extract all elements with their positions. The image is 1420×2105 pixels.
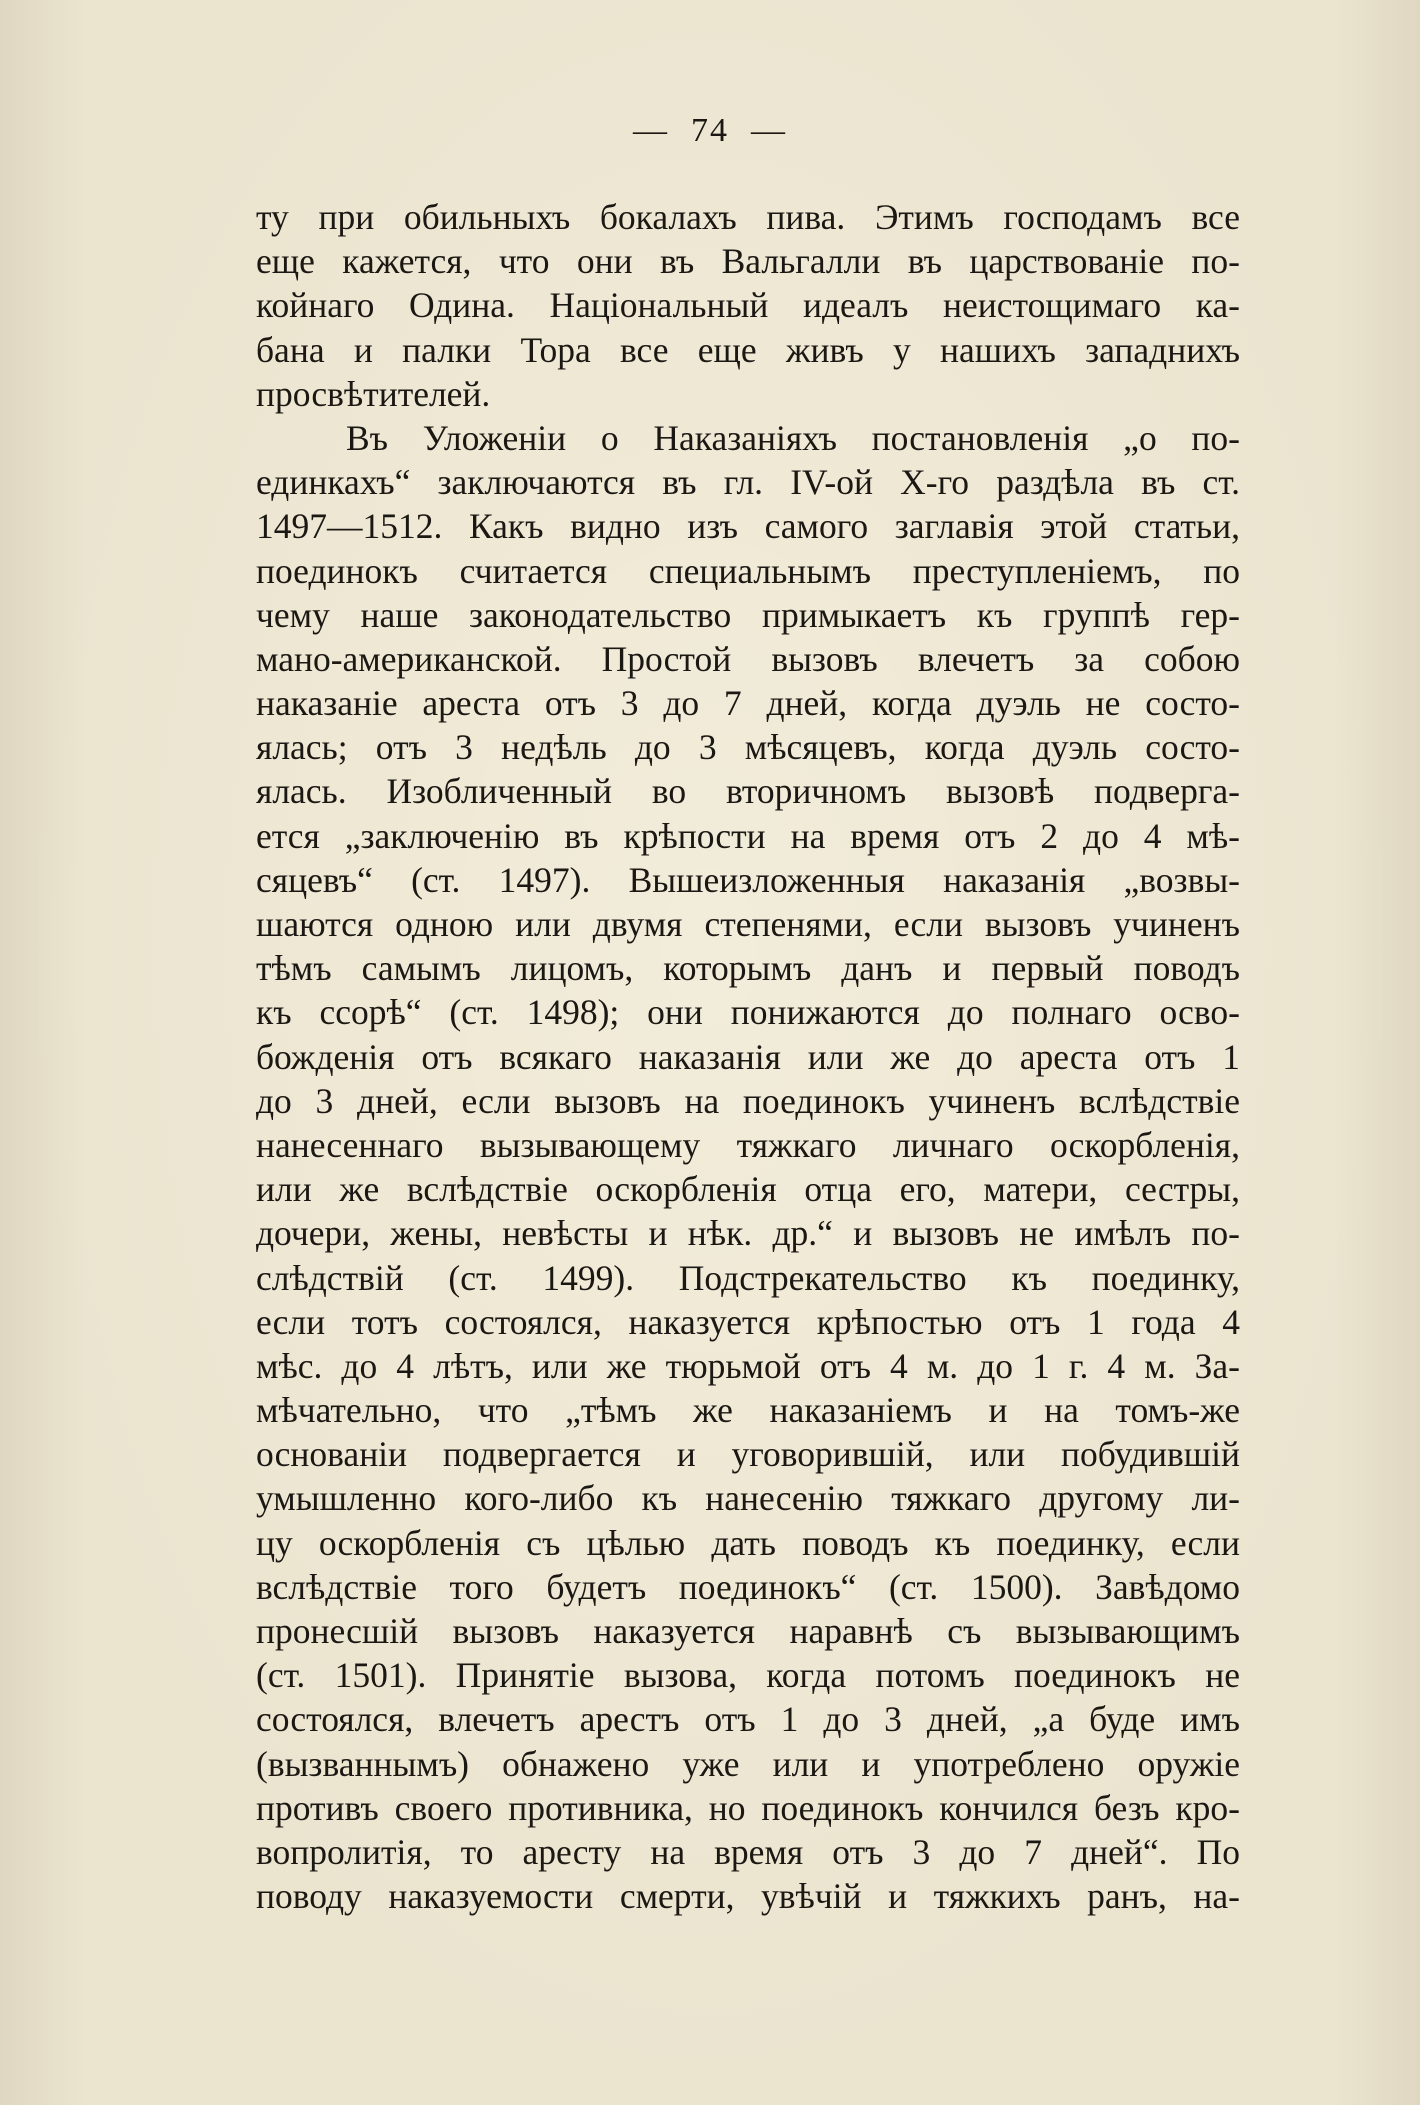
text-line: ту при обильныхъ бокалахъ пива. Этимъ господамъ все <box>256 197 1240 237</box>
text-line: нанесеннаго вызывающему тяжкаго личнаго оскорбленія, <box>256 1124 1240 1165</box>
text-line: если тотъ состоялся, наказуется крѣпостью отъ 1 года 4 <box>256 1301 1240 1342</box>
header-dash-left: — <box>633 112 669 149</box>
text-line: цу оскорбленія съ цѣлью дать поводъ къ поединку, если <box>256 1522 1240 1563</box>
text-line: наказаніе ареста отъ 3 до 7 дней, когда дуэль не состо- <box>256 683 1240 724</box>
page-number: 74 <box>691 112 729 149</box>
text-line: Въ Уложеніи о Наказаніяхъ постановленія „о по- <box>346 417 1240 458</box>
text-line: тѣмъ самымъ лицомъ, которымъ данъ и первый поводъ <box>256 948 1240 989</box>
text-line: чему наше законодательство примыкаетъ къ группѣ гер- <box>256 594 1240 635</box>
text-line: ется „заключенію въ крѣпости на время отъ 2 до 4 мѣ- <box>256 815 1240 856</box>
text-line: койнаго Одина. Національный идеалъ неистощимаго ка- <box>256 285 1240 326</box>
text-line: (ст. 1501). Принятіе вызова, когда потомъ поединокъ не <box>256 1655 1240 1696</box>
text-line: сяцевъ“ (ст. 1497). Вышеизложенныя наказанія „возвы- <box>256 859 1240 900</box>
text-line: божденія отъ всякаго наказанія или же до ареста отъ 1 <box>256 1036 1240 1077</box>
text-line: слѣдствій (ст. 1499). Подстрекательство къ поединку, <box>256 1257 1240 1298</box>
text-line: мано-американской. Простой вызовъ влечетъ за собою <box>256 638 1240 679</box>
text-line: 1497—1512. Какъ видно изъ самого заглавія этой статьи, <box>256 506 1240 547</box>
text-line: къ ссорѣ“ (ст. 1498); они понижаются до полнаго осво- <box>256 992 1240 1033</box>
text-line: дочери, жены, невѣсты и нѣк. др.“ и вызовъ не имѣлъ по- <box>256 1213 1240 1254</box>
text-line: просвѣтителей. <box>256 373 491 414</box>
text-line: единкахъ“ заключаются въ гл. IV-ой X-го раздѣла въ ст. <box>256 462 1240 503</box>
text-line: до 3 дней, если вызовъ на поединокъ учиненъ вслѣдствіе <box>256 1080 1240 1121</box>
text-line: вопролитія, то аресту на время отъ 3 до 7 дней“. По <box>256 1831 1240 1872</box>
text-line: умышленно кого-либо къ нанесенію тяжкаго другому ли- <box>256 1478 1240 1519</box>
text-line: основаніи подвергается и уговорившій, или побудившій <box>256 1434 1240 1475</box>
text-line: ялась. Изобличенный во вторичномъ вызовѣ подверга- <box>256 771 1240 812</box>
text-line: противъ своего противника, но поединокъ кончился безъ кро- <box>256 1787 1240 1828</box>
text-line: пронесшій вызовъ наказуется наравнѣ съ вызывающимъ <box>256 1611 1240 1651</box>
header-dash-right: — <box>751 112 787 149</box>
text-line: бана и палки Тора все еще живъ у нашихъ западнихъ <box>256 329 1240 370</box>
page-header <box>0 112 1420 150</box>
text-line: шаются одною или двумя степенями, если вызовъ учиненъ <box>256 904 1240 944</box>
text-line: состоялся, влечетъ арестъ отъ 1 до 3 дней, „а буде имъ <box>256 1699 1240 1740</box>
text-line: ялась; отъ 3 недѣль до 3 мѣсяцевъ, когда дуэль состо- <box>256 727 1240 768</box>
text-line: вслѣдствіе того будетъ поединокъ“ (ст. 1500). Завѣдомо <box>256 1566 1240 1607</box>
text-line: поводу наказуемости смерти, увѣчій и тяжкихъ ранъ, на- <box>256 1876 1240 1917</box>
text-line: (вызваннымъ) обнажено уже или и употреблено оружіе <box>256 1743 1240 1784</box>
text-line: мѣчательно, что „тѣмъ же наказаніемъ и на томъ-же <box>256 1390 1240 1431</box>
text-line: мѣс. до 4 лѣтъ, или же тюрьмой отъ 4 м. до 1 г. 4 м. За- <box>256 1345 1240 1386</box>
text-line: поединокъ считается специальнымъ преступленіемъ, по <box>256 550 1240 591</box>
text-line: еще кажется, что они въ Вальгалли въ царствованіе по- <box>256 241 1240 282</box>
text-line: или же вслѣдствіе оскорбленія отца его, матери, сестры, <box>256 1169 1240 1210</box>
body-text <box>256 195 1240 1918</box>
